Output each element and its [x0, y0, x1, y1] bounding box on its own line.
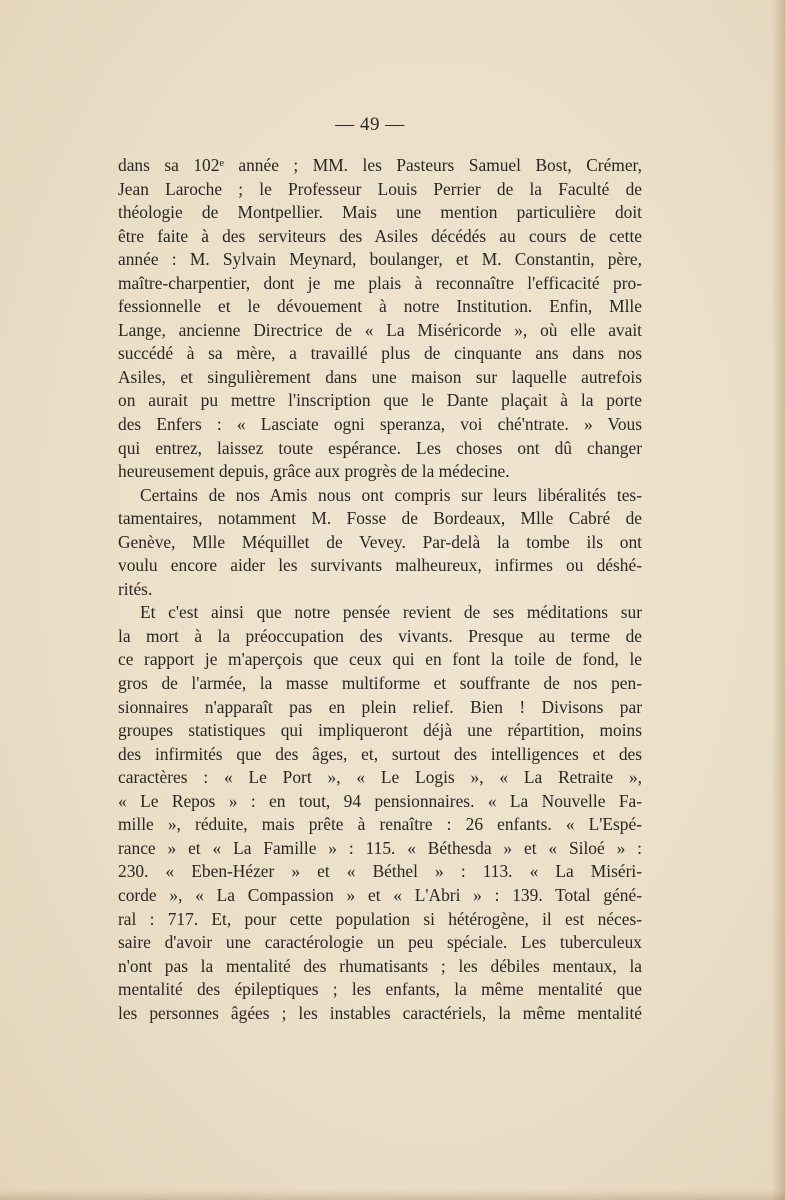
text-line: Lange, ancienne Directrice de « La Miséricorde », où elle avait — [118, 319, 642, 340]
text-line: Jean Laroche ; le Professeur Louis Perrier de la Faculté de — [118, 178, 642, 199]
page-bottom-shadow — [0, 1190, 785, 1200]
text-line: mentalité des épileptiques ; les enfants, la même mentalité que — [118, 979, 642, 1000]
text-line: caractères : « Le Port », « Le Logis », « La Retraite », — [118, 767, 642, 788]
text-line: « Le Repos » : en tout, 94 pensionnaires. « La Nouvelle Fa- — [118, 790, 642, 811]
text-line: tamentaires, notamment M. Fosse de Bordeaux, Mlle Cabré de — [118, 508, 642, 529]
text-line: mille », réduite, mais prête à renaître : 26 enfants. « L'Espé- — [118, 814, 642, 835]
paragraph-2 — [118, 484, 642, 602]
text-line: sionnaires n'apparaît pas en plein relief. Bien ! Divisons par — [118, 696, 642, 717]
text-line: 230. « Eben-Hézer » et « Béthel » : 113. « La Miséri- — [118, 861, 642, 882]
text-line: rités. — [118, 578, 153, 599]
text-line: Genève, Mlle Méquillet de Vevey. Par-delà la tombe ils ont — [118, 531, 642, 552]
paragraph-1 — [118, 154, 642, 484]
text-line: année : M. Sylvain Meynard, boulanger, et M. Constantin, père, — [118, 249, 642, 270]
body-text — [118, 154, 642, 1025]
text-line: ce rapport je m'aperçois que ceux qui en font la toile de fond, le — [118, 649, 642, 670]
text-line: des Enfers : « Lasciate ogni speranza, voi ché'ntrate. » Vous — [118, 414, 642, 435]
page-number: — 49 — — [335, 114, 405, 135]
text-line: la mort à la préoccupation des vivants. Presque au terme de — [118, 625, 642, 646]
text-line: n'ont pas la mentalité des rhumatisants ; les débiles mentaux, la — [118, 955, 642, 976]
text-line: les personnes âgées ; les instables caractériels, la même mentalité — [118, 1002, 642, 1023]
text-line: qui entrez, laissez toute espérance. Les choses ont dû changer — [118, 437, 642, 458]
text-line: être faite à des serviteurs des Asiles décédés au cours de cette — [118, 225, 642, 246]
text-line: dans sa 102ᵉ année ; MM. les Pasteurs Samuel Bost, Crémer, — [118, 155, 642, 175]
text-line: maître-charpentier, dont je me plais à reconnaître l'efficacité pro- — [118, 272, 642, 293]
text-line: saire d'avoir une caractérologie un peu spéciale. Les tuberculeux — [118, 932, 642, 953]
text-line: des infirmités que des âges, et, surtout des intelligences et des — [118, 743, 642, 764]
text-line: gros de l'armée, la masse multiforme et souffrante de nos pen- — [118, 673, 642, 694]
text-line: voulu encore aider les survivants malheureux, infirmes ou déshé- — [118, 555, 642, 576]
text-line: rance » et « La Famille » : 115. « Béthesda » et « Siloé » : — [118, 837, 642, 858]
text-line: Et c'est ainsi que notre pensée revient de ses méditations sur — [140, 602, 642, 623]
text-line: ral : 717. Et, pour cette population si hétérogène, il est néces- — [118, 908, 642, 929]
text-line: heureusement depuis, grâce aux progrès de la médecine. — [118, 461, 510, 482]
text-line: corde », « La Compassion » et « L'Abri » : 139. Total géné- — [118, 884, 642, 905]
text-line: on aurait pu mettre l'inscription que le Dante plaçait à la porte — [118, 390, 642, 411]
paragraph-3 — [118, 601, 642, 1025]
text-line: groupes statistiques qui impliqueront déjà une répartition, moins — [118, 720, 642, 741]
text-line: théologie de Montpellier. Mais une mention particulière doit — [118, 202, 642, 223]
text-line: fessionnelle et le dévouement à notre Institution. Enfin, Mlle — [118, 296, 642, 317]
text-line: succédé à sa mère, a travaillé plus de cinquante ans dans nos — [118, 343, 642, 364]
text-line: Asiles, et singulièrement dans une maison sur laquelle autrefois — [118, 366, 642, 387]
page-edge-shadow — [771, 0, 785, 1200]
text-line: Certains de nos Amis nous ont compris sur leurs libéralités tes- — [140, 484, 642, 505]
